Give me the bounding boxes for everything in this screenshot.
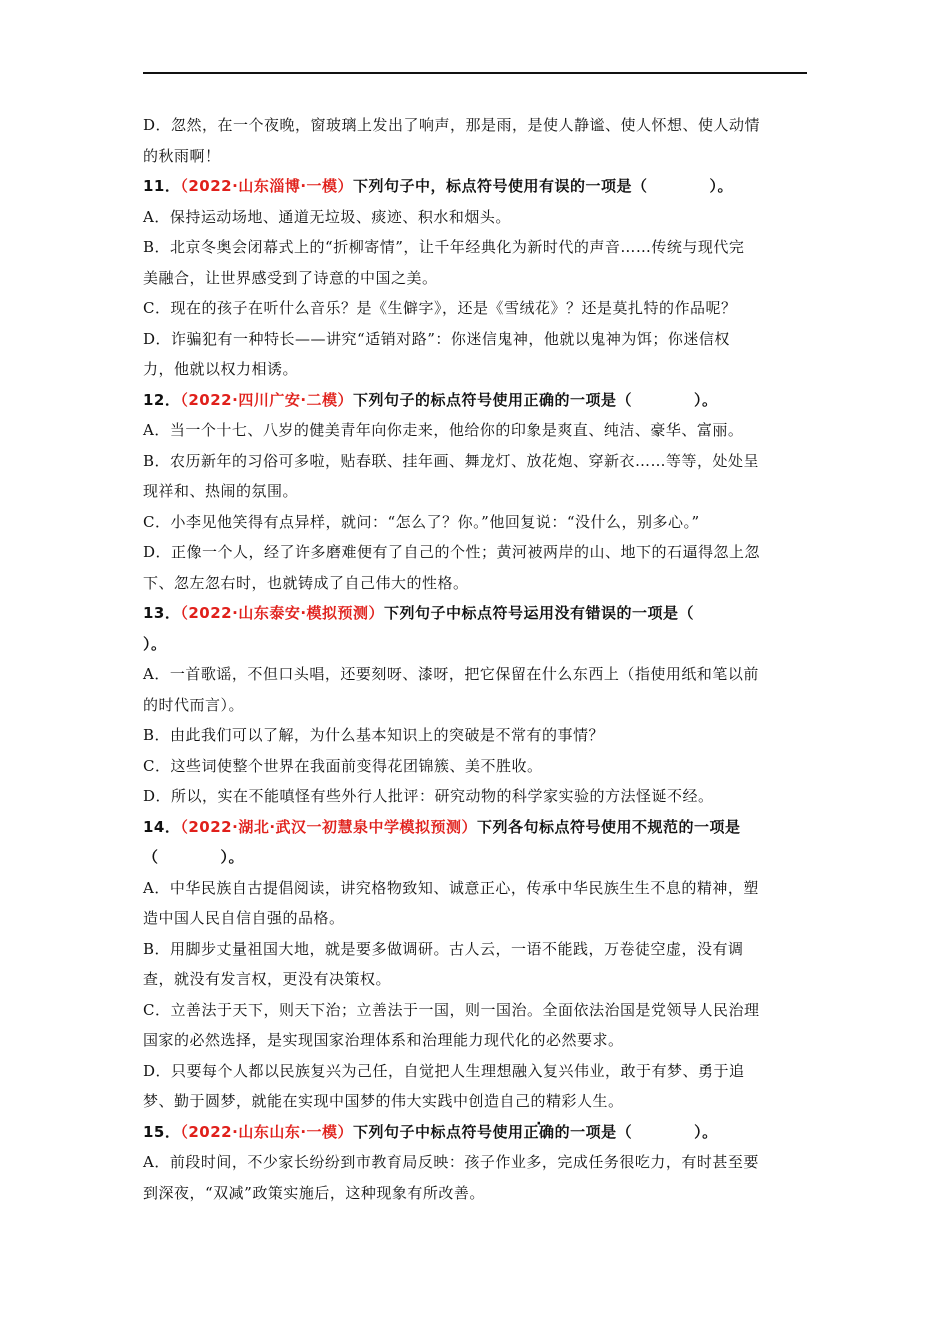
question-13-stem-cont: ）。 <box>143 634 167 653</box>
option-a: A．中华民族自古提倡阅读，讲究格物致知、诚意正心，传承中华民族生生不息的精神，塑 <box>143 878 759 897</box>
question-text: 下列句子中标点符号运用没有错误的一项是（ <box>384 604 695 622</box>
option-b: B．农历新年的习俗可多啦，贴春联、挂年画、舞龙灯、放花炮、穿新衣……等等，处处呈 <box>143 451 760 470</box>
question-source: （2022·湖北·武汉一初慧泉中学模拟预测） <box>180 817 478 836</box>
question-13-stem <box>143 598 807 629</box>
option-c-cont: 国家的必然选择，是实现国家治理体系和治理能力现代化的必然要求。 <box>143 1031 624 1049</box>
option-a-cont: 的时代而言）。 <box>143 695 245 714</box>
question-source: （2022·山东山东·一模） <box>180 1122 354 1141</box>
option-d: D．只要每个人都以民族复兴为己任，自觉把人生理想融入复兴伟业，敢于有梦、勇于追 <box>143 1061 745 1080</box>
question-number: 15． <box>143 1122 181 1141</box>
option-c: C．立善法于天下，则天下治；立善法于一国，则一国治。全面依法治国是党领导人民治理 <box>143 1000 760 1019</box>
question-number: 11． <box>143 177 181 195</box>
question-text: 下列各句标点符号使用不规范的一项是 <box>477 817 741 836</box>
option-d: D．诈骗犯有一种特长——讲究“适销对路”：你迷信鬼神，他就以鬼神为饵；你迷信权 <box>143 329 730 348</box>
option-d-cont: 力，他就以权力相诱。 <box>143 360 299 378</box>
option-c: C．现在的孩子在听什么音乐？是《生僻字》，还是《雪绒花》？还是莫扎特的作品呢？ <box>143 299 737 317</box>
option-d-cont: 梦、勤于圆梦，就能在实现中国梦的伟大实践中创造自己的精彩人生。 <box>143 1092 624 1110</box>
option-d: D．正像一个人，经了许多磨难便有了自己的个性；黄河被两岸的山、地下的石逼得忽上忽 <box>143 543 761 561</box>
question-number: 13． <box>143 604 181 622</box>
option-line: 的秋雨啊！ <box>143 146 221 165</box>
option-a-cont: 造中国人民自信自强的品格。 <box>143 909 345 927</box>
question-text: 下列句子中，标点符号使用有误的一项是（ ）。 <box>353 177 734 195</box>
emphasis-dotted-text: 正确 <box>523 1122 555 1141</box>
option-c: C．小李见他笑得有点异样，就问：“怎么了？你。”他回复说：“没什么，别多心。” <box>143 512 700 531</box>
question-text: 下列句子中标点符号使用 <box>353 1122 524 1141</box>
question-14-stem-cont: （ ）。 <box>143 848 245 866</box>
option-b-cont: 现祥和、热闹的氛围。 <box>143 482 299 500</box>
question-14-stem <box>143 812 807 843</box>
option-b: B．用脚步丈量祖国大地，就是要多做调研。古人云，一语不能践，万卷徒空虚，没有调 <box>143 939 744 958</box>
option-d: D．所以，实在不能嗔怪有些外行人批评：研究动物的科学家实验的方法怪诞不经。 <box>143 787 714 805</box>
header-rule <box>143 72 807 74</box>
option-line: D．忽然，在一个夜晚，窗玻璃上发出了响声，那是雨，是使人静谧、使人怀想、使人动情 <box>143 116 761 134</box>
question-text-end: 的一项是（ ）。 <box>554 1122 718 1141</box>
option-a-cont: 到深夜，“双减”政策实施后，这种现象有所改善。 <box>143 1183 485 1202</box>
question-source: （2022·四川广安·二模） <box>180 390 354 409</box>
question-number: 14． <box>143 817 181 836</box>
option-c: C．这些词使整个世界在我面前变得花团锦簇、美不胜收。 <box>143 756 543 775</box>
option-b: B．由此我们可以了解，为什么基本知识上的突破是不常有的事情？ <box>143 726 605 744</box>
question-15-stem <box>143 1117 807 1148</box>
option-a: A．保持运动场地、通道无垃圾、痰迹、积水和烟头。 <box>143 207 511 226</box>
option-b: B．北京冬奥会闭幕式上的“折柳寄情”，让千年经典化为新时代的声音……传统与现代完 <box>143 238 745 256</box>
option-d-cont: 下、忽左忽右时，也就铸成了自己伟大的性格。 <box>143 573 469 592</box>
option-b-cont: 美融合，让世界感受到了诗意的中国之美。 <box>143 268 438 287</box>
question-source: （2022·山东淄博·一模） <box>180 177 354 195</box>
question-source: （2022·山东泰安·模拟预测） <box>180 604 385 622</box>
question-12-stem <box>143 385 807 416</box>
question-11-stem <box>143 171 807 202</box>
option-b-cont: 查，就没有发言权，更没有决策权。 <box>143 970 392 988</box>
option-a: A．前段时间，不少家长纷纷到市教育局反映：孩子作业多，完成任务很吃力，有时甚至要 <box>143 1153 759 1171</box>
exercise-page <box>143 110 807 1208</box>
question-number: 12． <box>143 390 181 409</box>
option-a: A．一首歌谣，不但口头唱，还要刻呀、漆呀，把它保留在什么东西上（指使用纸和笔以前 <box>143 665 759 683</box>
question-text: 下列句子的标点符号使用正确的一项是（ ）。 <box>353 390 718 409</box>
option-a: A．当一个十七、八岁的健美青年向你走来，他给你的印象是爽直、纯洁、豪华、富丽。 <box>143 421 744 439</box>
